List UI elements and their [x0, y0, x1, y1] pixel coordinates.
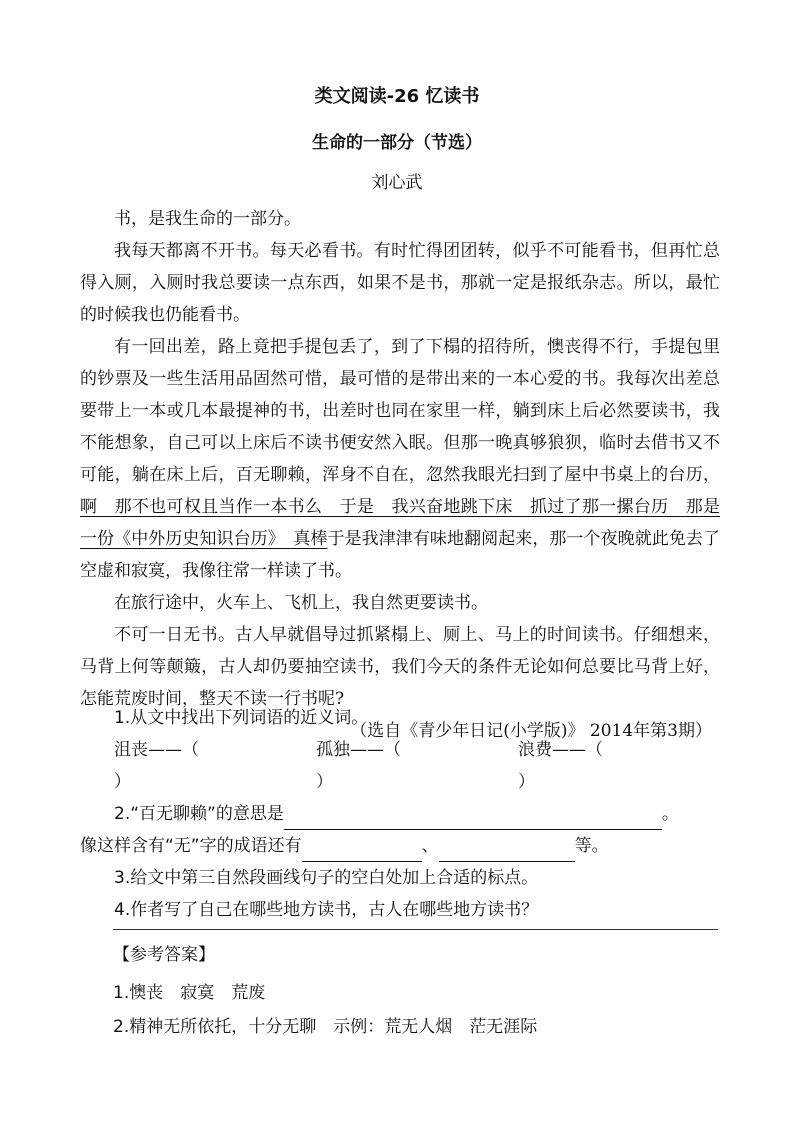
answers-section: [113, 938, 718, 1044]
synonym-item-2: 孤独——（）: [316, 740, 401, 792]
passage-title: 生命的一部分（节选）: [312, 133, 482, 153]
source-citation: （选自《青少年日记(小学版)》 2014年第3期）: [350, 721, 712, 741]
paragraph-2: 我每天都离不开书。每天必看书。有时忙得团团转，似乎不可能看书，但再忙总得入厕，入厕时我总要读一点东西，如果不是书，那就一定是报纸杂志。所以，最忙的时候我也仍能看书。: [80, 241, 720, 325]
synonym-item-1: 沮丧——（）: [114, 740, 199, 792]
synonym-row: [80, 734, 720, 798]
question-1: 1.从文中找出下列词语的近义词。: [114, 708, 369, 728]
answers-heading: 【参考答案】: [113, 945, 215, 965]
answer-2: 2.精神无所依托，十分无聊 示例：荒无人烟 茫无涯际: [113, 1017, 538, 1037]
underlined-sentence: 啊 那不也可权且当作一本书么 于是 我兴奋地跳下床 抓过了那一摞台历 那是一份《中外历史知识台历》 真棒: [80, 497, 720, 549]
passage-body: [80, 203, 720, 747]
section-divider: [113, 929, 718, 930]
paragraph-1: 书，是我生命的一部分。: [114, 209, 301, 229]
answer-line[interactable]: [284, 807, 662, 830]
question-3: 3.给文中第三自然段画线句子的空白处加上合适的标点。: [114, 868, 539, 888]
question-2: 2.“百无聊赖”的意思是 。: [80, 798, 720, 830]
paragraph-5: 不可一日无书。古人早就倡导过抓紧榻上、厕上、马上的时间读书。仔细想来，马背上何等颠簸，古人却仍要抽空读书，我们今天的条件无论如何总要比马背上好，怎能荒废时间，整天不读一行书呢?: [80, 625, 720, 709]
paragraph-3-part-a: 有一回出差，路上竟把手提包丢了，到了下榻的招待所，懊丧得不行，手提包里的钞票及一些生活用品固然可惜，最可惜的是带出来的一本心爱的书。我每次出差总要带上一本或几本最提神的书，出差时也同在家里一样，躺到床上后必然要读书，我不能想象，自己可以上床后不读书便安然入眠。但那一晚真够狼狈，临时去借书又不可能，躺在床上后，百无聊赖，浑身不自在，忽然我眼光扫到了屋中书桌上的台历，: [80, 337, 720, 485]
answer-line[interactable]: [302, 839, 422, 862]
paragraph-4: 在旅行途中，火车上、飞机上，我自然更要读书。: [114, 593, 488, 613]
synonym-item-3: 浪费——（）: [518, 740, 603, 792]
questions-section: [80, 702, 720, 926]
paragraph-3-part-b: 于是我津津有味地翻阅起来，那一个夜晚就此免去了空虚和寂寞，我像往常一样读了书。: [80, 529, 721, 581]
paragraph-3: [80, 331, 720, 587]
document-title: 类文阅读-26 忆读书: [314, 86, 480, 107]
answer-line[interactable]: [439, 839, 575, 862]
author-name: 刘心武: [371, 173, 423, 193]
question-4: 4.作者写了自己在哪些地方读书，古人在哪些地方读书？: [114, 900, 539, 920]
answer-1: 1.懊丧 寂寞 荒废: [113, 983, 266, 1003]
question-2-continued: 像这样含有“无”字的成语还有 、 等。: [80, 830, 720, 862]
